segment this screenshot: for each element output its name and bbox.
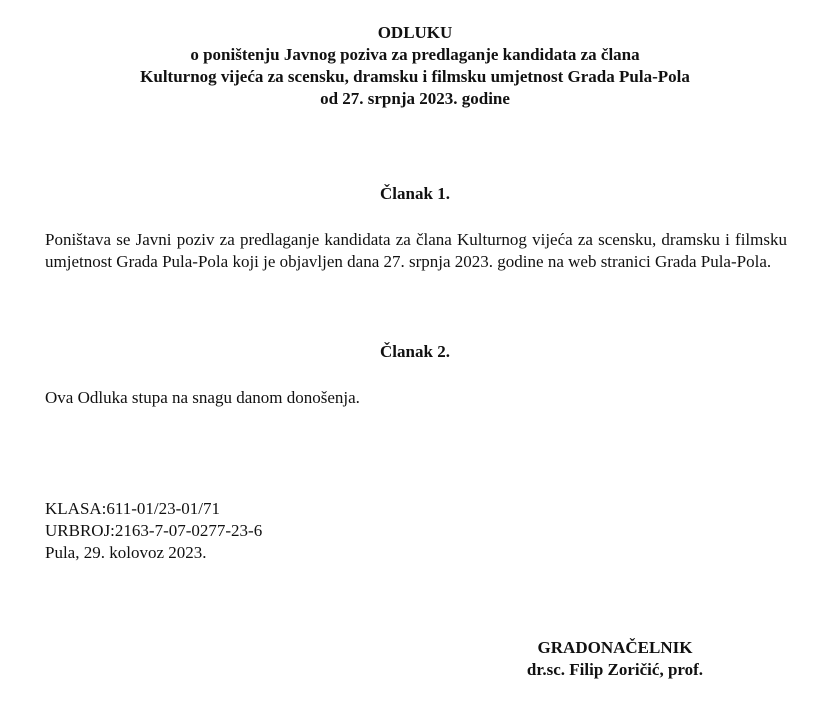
- title-line-2: o poništenju Javnog poziva za predlaganje kandidata za člana: [190, 45, 640, 64]
- title-line-3: Kulturnog vijeća za scensku, dramsku i filmsku umjetnost Grada Pula-Pola: [140, 67, 690, 86]
- place-date-line: Pula, 29. kolovoz 2023.: [45, 543, 207, 562]
- klasa-line: KLASA:611-01/23-01/71: [45, 499, 221, 518]
- signature-name: dr.sc. Filip Zoričić, prof.: [526, 660, 704, 679]
- article-1-heading: Članak 1.: [380, 184, 450, 203]
- article-1-text: Poništava se Javni poziv za predlaganje kandidata za člana Kulturnog vijeća za scensku, dramsku i filmsku umjetnost Grada Pula-Pola koji je objavljen dana 27. srpnja 2023. godine na web stranici Grada Pula-Pola.: [45, 230, 787, 271]
- title-line-4: od 27. srpnja 2023. godine: [320, 89, 510, 108]
- article-2-heading: Članak 2.: [380, 342, 450, 361]
- document-title: [0, 22, 830, 110]
- article-2-text: Ova Odluka stupa na snagu danom donošenja.: [45, 388, 360, 407]
- signature-title: GRADONAČELNIK: [537, 638, 693, 657]
- urbroj-line: URBROJ:2163-7-07-0277-23-6: [45, 521, 263, 540]
- title-line-1: ODLUKU: [377, 23, 453, 42]
- signature-block: [500, 637, 730, 681]
- reference-block: [45, 498, 262, 564]
